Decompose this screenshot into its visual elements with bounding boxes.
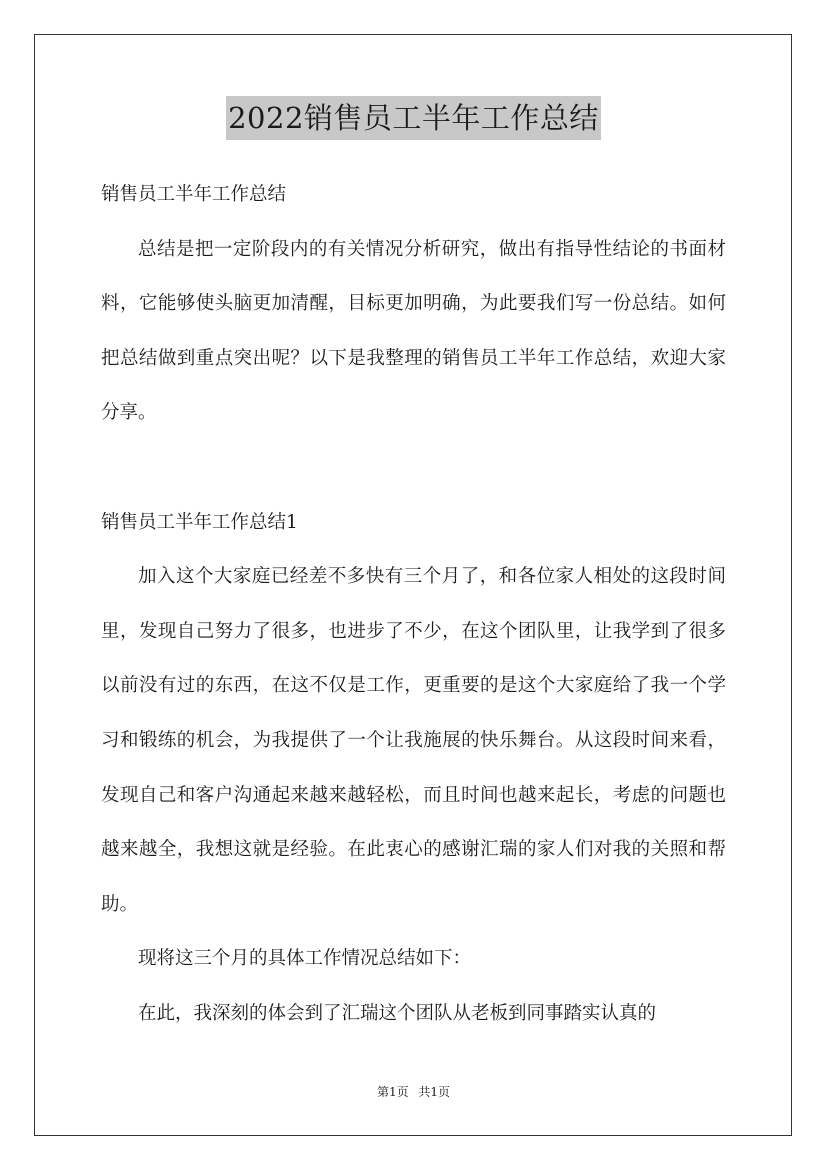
page-number: 第1页 xyxy=(376,1085,409,1099)
section-heading: 销售员工半年工作总结1 xyxy=(101,511,298,533)
subtitle: 销售员工半年工作总结 xyxy=(101,184,287,205)
paragraph-spacer xyxy=(101,441,726,496)
body-paragraph-1: 加入这个大家庭已经差不多快有三个月了，和各位家人相处的这段时间里，发现自己努力了很多，也进步了不少，在这个团队里，让我学到了很多以前没有过的东西，在这不仅是工作，更重要的是这个大家庭给了我一个学习和锻练的机会，为我提供了一个让我施展的快乐舞台。从这段时间来看，发现自己和客户沟通起来越来越轻松，而且时间也越来起长，考虑的问题也越来越全，我想这就是经验。在此衷心的感谢汇瑞的家人们对我的关照和帮助。 xyxy=(101,566,726,915)
page-total: 共1页 xyxy=(418,1085,451,1099)
page-footer xyxy=(0,1083,827,1101)
document-title: 2022销售员工半年工作总结 xyxy=(226,96,601,140)
body-paragraph-3: 在此，我深刻的体会到了汇瑞这个团队从老板到同事踏实认真的 xyxy=(138,1002,657,1024)
title-container xyxy=(0,96,827,140)
document-body xyxy=(101,168,726,1042)
body-paragraph-2: 现将这三个月的具体工作情况总结如下： xyxy=(138,948,472,970)
intro-paragraph: 总结是把一定阶段内的有关情况分析研究，做出有指导性结论的书面材料，它能够使头脑更加清醒，目标更加明确，为此要我们写一份总结。如何把总结做到重点突出呢？以下是我整理的销售员工半年工作总结，欢迎大家分享。 xyxy=(101,238,726,424)
